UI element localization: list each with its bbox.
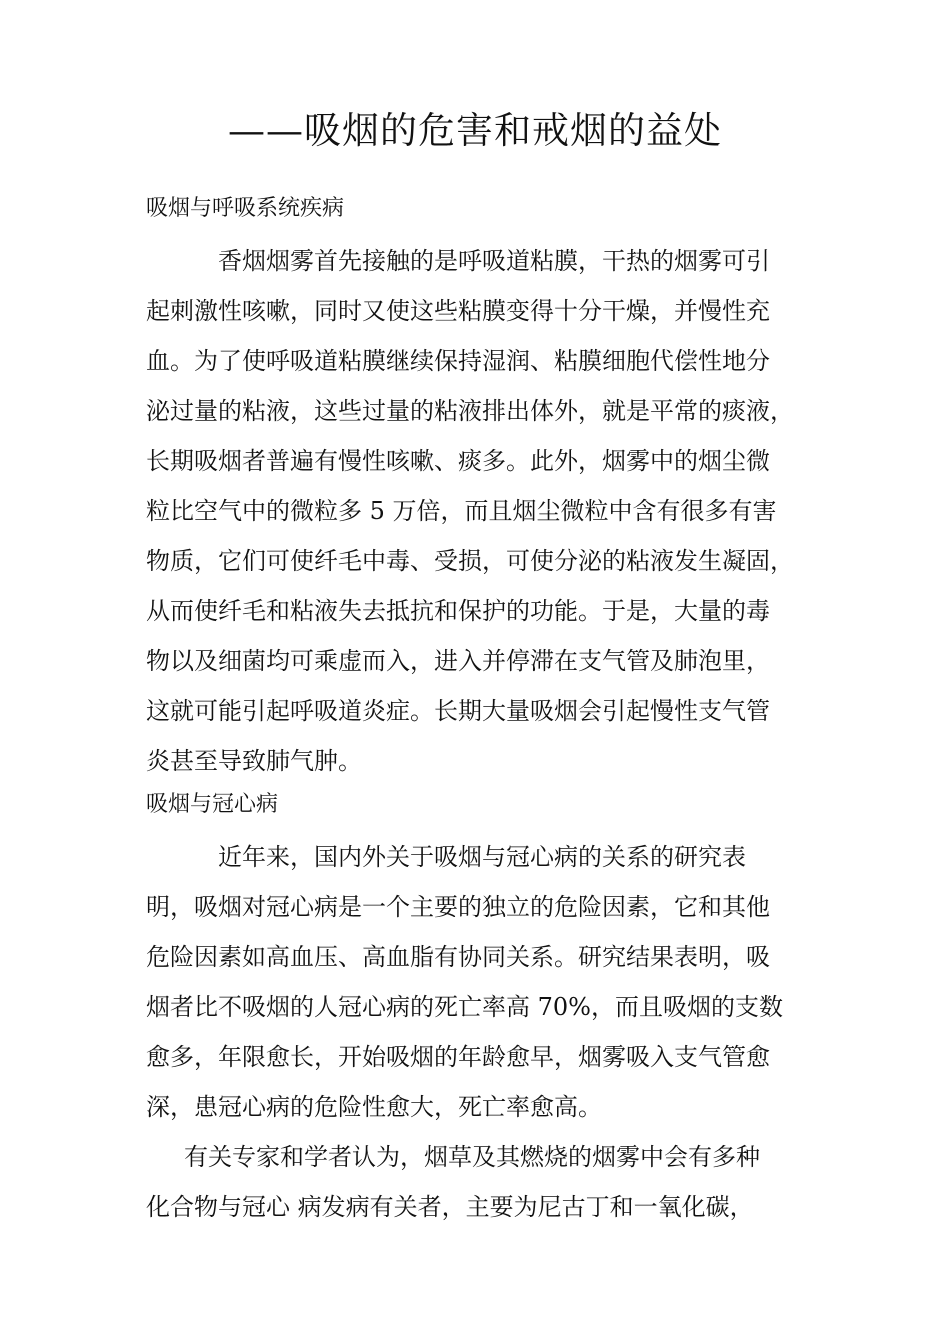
section-heading-respiratory: 吸烟与呼吸系统疾病 bbox=[146, 196, 345, 221]
paragraph-line: 从而使纤毛和粘液失去抵抗和保护的功能。于是，大量的毒 bbox=[146, 597, 770, 625]
paragraph-line: 愈多，年限愈长，开始吸烟的年龄愈早，烟雾吸入支气管愈 bbox=[146, 1043, 770, 1071]
paragraph-line: 长期吸烟者普遍有慢性咳嗽、痰多。此外，烟雾中的烟尘微 bbox=[146, 447, 770, 475]
paragraph-line: 明，吸烟对冠心病是一个主要的独立的危险因素，它和其他 bbox=[146, 893, 770, 921]
paragraph-coronary-2 bbox=[146, 1132, 836, 1232]
paragraph-respiratory bbox=[146, 236, 836, 786]
paragraph-line: 香烟烟雾首先接触的是呼吸道粘膜，干热的烟雾可引 bbox=[218, 247, 770, 275]
section-heading-coronary: 吸烟与冠心病 bbox=[146, 792, 279, 817]
paragraph-line: 粒比空气中的微粒多 5 万倍，而且烟尘微粒中含有很多有害 bbox=[146, 497, 777, 525]
paragraph-line: 血。为了使呼吸道粘膜继续保持湿润、粘膜细胞代偿性地分 bbox=[146, 347, 770, 375]
paragraph-line: 危险因素如高血压、高血脂有协同关系。研究结果表明，吸 bbox=[146, 943, 770, 971]
paragraph-line: 炎甚至导致肺气肿。 bbox=[146, 747, 362, 775]
paragraph-line: 这就可能引起呼吸道炎症。长期大量吸烟会引起慢性支气管 bbox=[146, 697, 770, 725]
paragraph-line: 有关专家和学者认为，烟草及其燃烧的烟雾中会有多种 bbox=[184, 1143, 760, 1171]
paragraph-line: 深，患冠心病的危险性愈大，死亡率愈高。 bbox=[146, 1093, 602, 1121]
document-title: ——吸烟的危害和戒烟的益处 bbox=[228, 109, 722, 152]
paragraph-line: 化合物与冠心 病发病有关者，主要为尼古丁和一氧化碳， bbox=[146, 1193, 754, 1221]
paragraph-line: 泌过量的粘液，这些过量的粘液排出体外，就是平常的痰液， bbox=[146, 397, 794, 425]
paragraph-line: 物质，它们可使纤毛中毒、受损，可使分泌的粘液发生凝固， bbox=[146, 547, 794, 575]
paragraph-line: 近年来，国内外关于吸烟与冠心病的关系的研究表 bbox=[218, 843, 746, 871]
paragraph-line: 起刺激性咳嗽，同时又使这些粘膜变得十分干燥，并慢性充 bbox=[146, 297, 770, 325]
paragraph-coronary-1 bbox=[146, 832, 836, 1132]
paragraph-line: 烟者比不吸烟的人冠心病的死亡率高 70%，而且吸烟的支数 bbox=[146, 993, 783, 1021]
paragraph-line: 物以及细菌均可乘虚而入，进入并停滞在支气管及肺泡里， bbox=[146, 647, 770, 675]
